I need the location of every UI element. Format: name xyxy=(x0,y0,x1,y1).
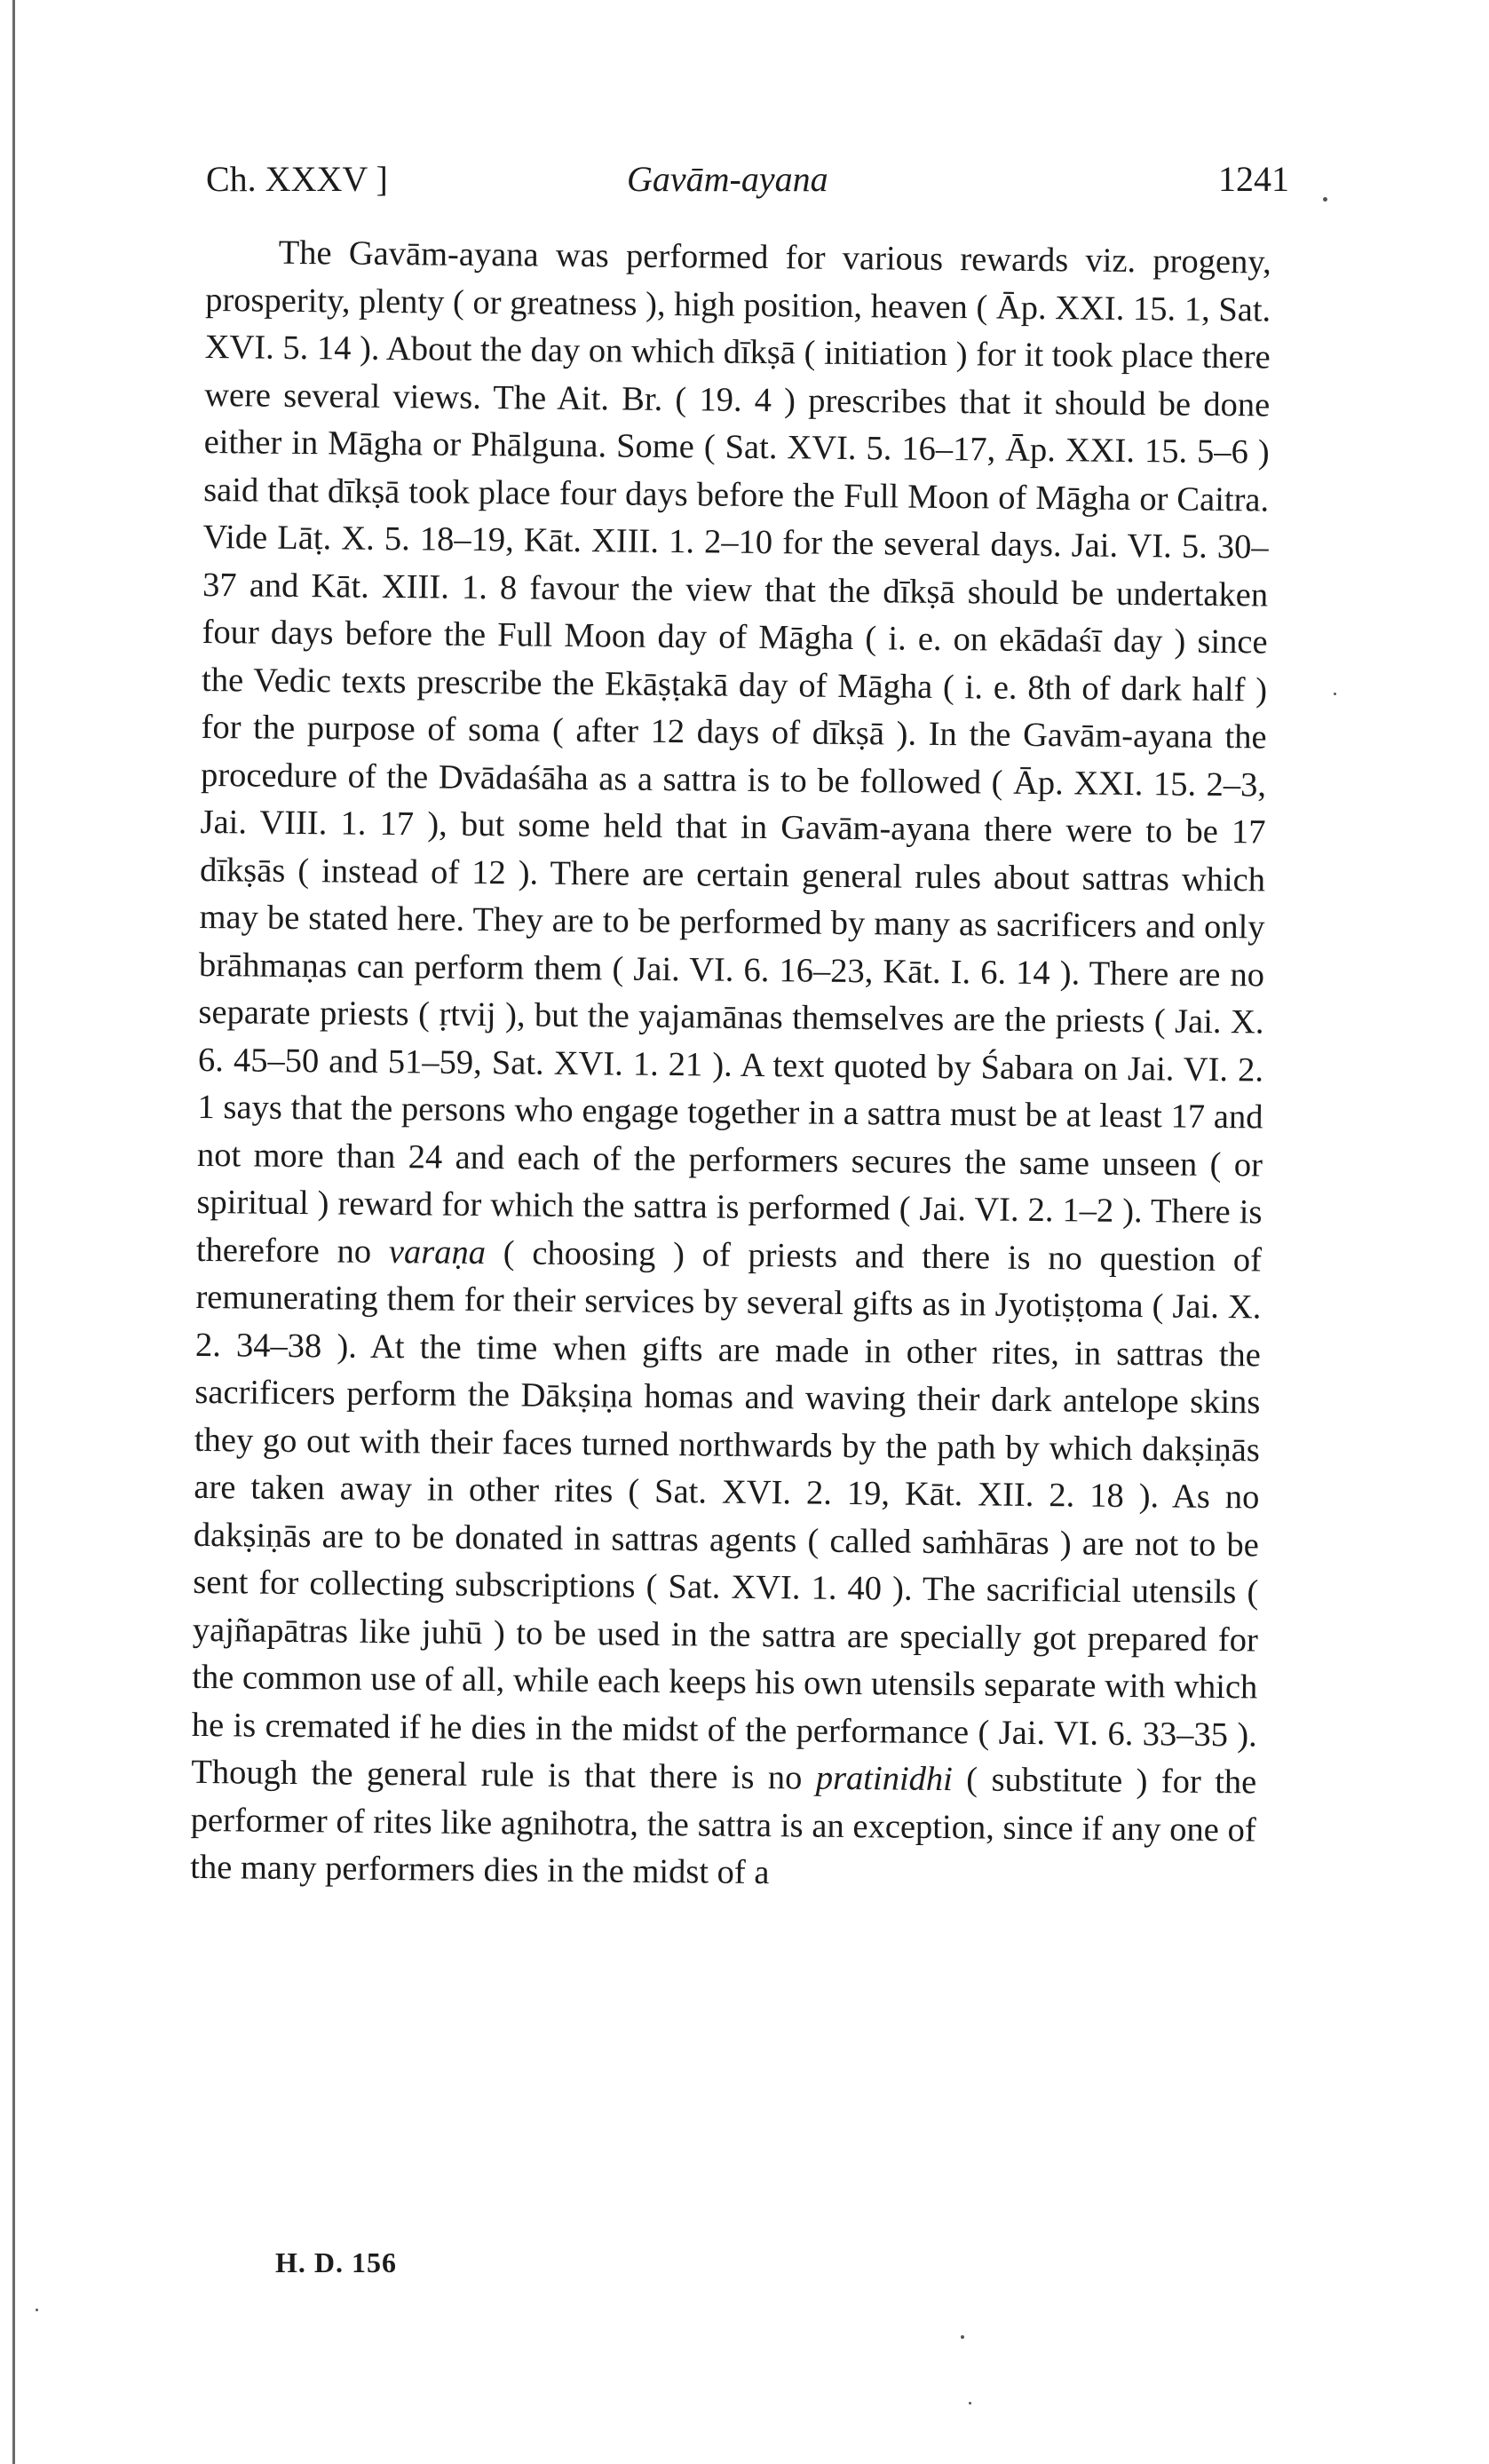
running-title: Gavām-ayana xyxy=(627,159,828,199)
body-text xyxy=(190,229,1271,1902)
text-run-2: ( choosing ) of priests and there is no question of remunerating them for their services by several gifts as in Jyotiṣṭoma ( Jai. X. 2. 34–38 ). At the time when gifts are made in other rites, in sattras the sacrificers perform the Dākṣiṇa homas and waving their dark antelope skins they go out with their faces turned northwards by the path by which dakṣiṇās are taken away in other rites ( Sat. XVI. 2. 19, Kāt. XII. 2. 18 ). As no dakṣiṇās are to be donated in sattras agents ( called saṁhāras ) are not to be sent for collecting subscriptions ( Sat. XVI. 1. 40 ). The sacrificial utensils ( yajñapātras like juhū ) to be used in the sattra are specially got prepared for the common use of all, while each keeps his own utensils separate with which he is cremated if he dies in the midst of the performance ( Jai. VI. 6. 33–35 ). Though the general rule is that there is no xyxy=(191,1233,1263,1797)
paragraph xyxy=(190,229,1271,1902)
scan-speck xyxy=(1334,693,1336,695)
scan-speck xyxy=(36,2309,38,2311)
text-run-1: The Gavām-ayana was performed for various rewards viz. progeny, prosperity, plenty ( or greatness ), high position, heaven ( Āp. XXI. 15. 1, Sat. XVI. 5. 14 ). About the day on which dīkṣā ( initiation ) for it took place there were several views. The Ait. Br. ( 19. 4 ) prescribes that it should be done either in Māgha or Phālguna. Some ( Sat. XVI. 5. 16–17, Āp. XXI. 15. 5–6 ) said that dīkṣā took place four days before the Full Moon of Māgha or Caitra. Vide Lāṭ. X. 5. 18–19, Kāt. XIII. 1. 2–10 for the several days. Jai. VI. 5. 30–37 and Kāt. XIII. 1. 8 favour the view that the dīkṣā should be undertaken four days before the Full Moon day of Māgha ( i. e. on ekādaśī day ) since the Vedic texts prescribe the Ekāṣṭakā day of Māgha ( i. e. 8th of dark half ) for the purpose of soma ( after 12 days of dīkṣā ). In the Gavām-ayana the procedure of the Dvādaśāha as a sattra is to be followed ( Āp. XXI. 15. 2–3, Jai. VIII. 1. 17 ), but some held that in Gavām-ayana there were to be 17 dīkṣās ( instead of 12 ). There are certain general rules about sattras which may be stated here. They are to be performed by many as sacrificers and only brāhmaṇas can perform them ( Jai. VI. 6. 16–23, Kāt. I. 6. 14 ). There are no separate priests ( ṛtvij ), but the yajamānas themselves are the priests ( Jai. X. 6. 45–50 and 51–59, Sat. XVI. 1. 21 ). A text quoted by Śabara on Jai. VI. 2. 1 says that the persons who engage together in a sattra must be at least 17 and not more than 24 and each of the performers secures the same unseen ( or spiritual ) reward for which the sattra is performed ( Jai. VI. 2. 1–2 ). There is therefore no xyxy=(195,234,1271,1271)
scan-speck xyxy=(969,2402,971,2405)
text-run-3: ( substitute ) for the performer of rites like agnihotra, the sattra is an exception, since if any one of the many performers dies in the midst of a xyxy=(190,1761,1257,1892)
signature-mark: H. D. 156 xyxy=(275,2246,397,2278)
running-head xyxy=(206,153,1289,206)
page-number: 1241 xyxy=(1218,159,1289,199)
scan-edge-line xyxy=(12,0,15,2464)
term-varana: varaṇa xyxy=(388,1232,487,1272)
term-pratinidhi: pratinidhi xyxy=(815,1759,954,1799)
scan-speck xyxy=(1323,197,1327,202)
chapter-label: Ch. XXXV ] xyxy=(206,159,388,199)
scan-speck xyxy=(961,2335,964,2339)
